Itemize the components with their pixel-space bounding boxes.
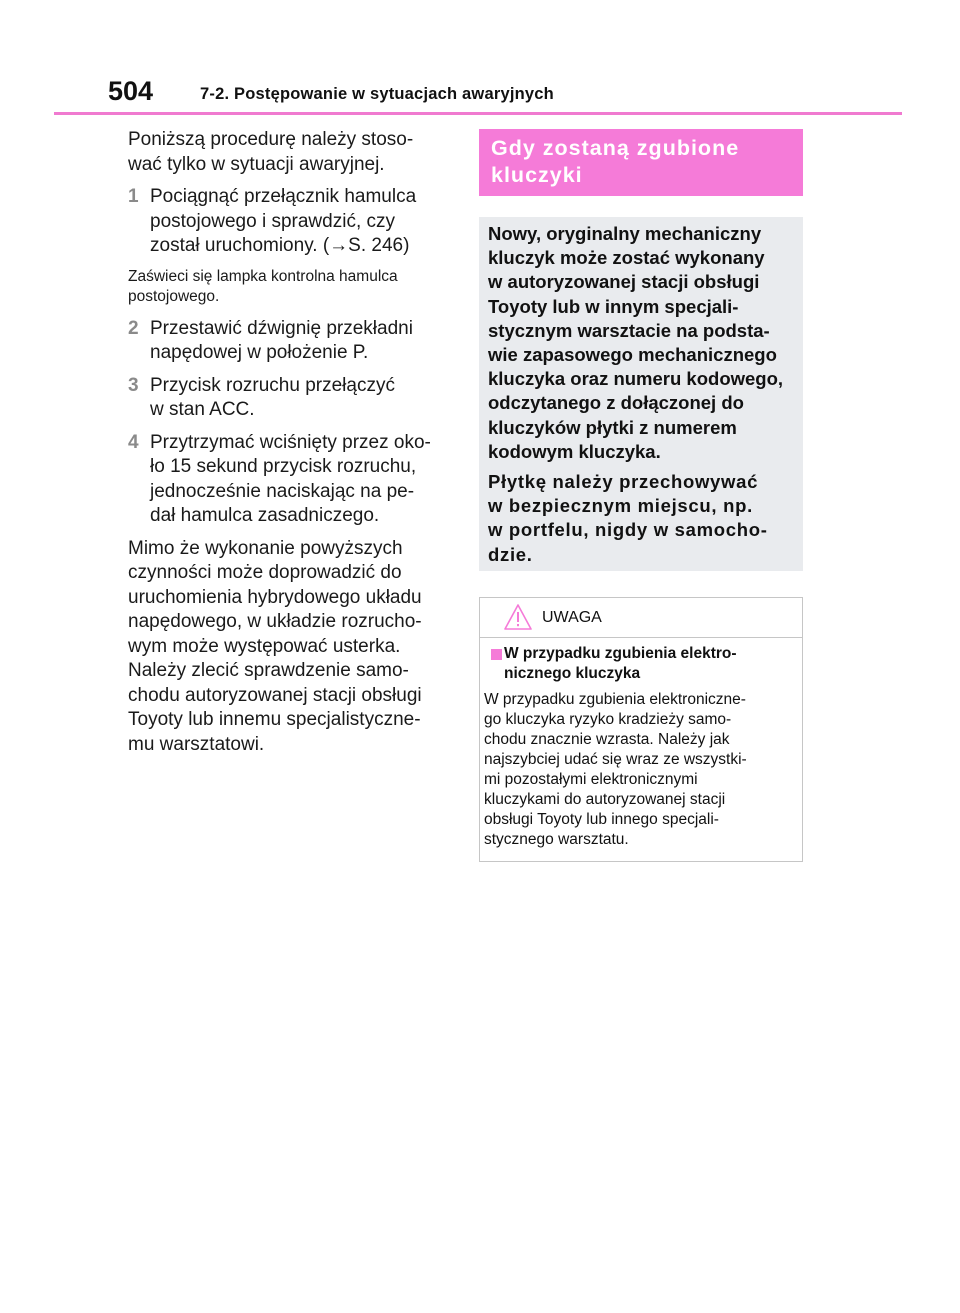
warning-header — [480, 598, 802, 638]
step-2: 2 Przestawić dźwignię przekładni napędowej w położenie P. — [128, 317, 413, 363]
step-number: 2 — [128, 317, 139, 339]
section-title: 7-2. Postępowanie w sytuacjach awaryjnych — [200, 85, 554, 103]
step-1: 1 Pociągnąć przełącznik hamulca postojowego i sprawdzić, czy został uruchomiony. (→S. 246) — [128, 186, 417, 256]
warning-label: UWAGA — [542, 609, 602, 626]
warning-box — [479, 597, 803, 862]
procedure-column — [128, 128, 450, 757]
step-3: 3 Przycisk rozruchu przełączyć w stan ACC. — [128, 374, 395, 420]
warning-body — [480, 638, 802, 850]
step-number: 3 — [128, 374, 139, 396]
intro-paragraph: Poniższą procedurę należy stoso- wać tylko w sytuacji awaryjnej. — [128, 129, 414, 175]
page-number: 504 — [108, 76, 154, 106]
step-number: 4 — [128, 431, 139, 453]
lost-keys-info-box — [479, 217, 803, 571]
step-number: 1 — [128, 186, 139, 207]
info-paragraph: Nowy, oryginalny mechaniczny kluczyk może zostać wykonany w autoryzowanej stacji obsługi Toyoty lub w innym specjali- stycznym warsztacie na podsta- wie zapasowego mechanicznego kluczyka oraz numeru kodowego, odczytanego z dołączonej do kluczyków płytki z numerem kodowym kluczyka. — [488, 223, 784, 462]
warning-text: W przypadku zgubienia elektroniczne- go kluczyka ryzyko kradzieży samo- chodu znacznie wzrasta. Należy jak najszybciej udać się wraz ze wszystki- mi pozostałymi elektronicznymi kluczykami do autoryzowanej stacji obsługi Toyoty lub innego specjali- stycznego warsztatu. — [484, 691, 747, 848]
warning-triangle-icon — [503, 603, 533, 631]
storage-paragraph: Płytkę należy przechowywać w bezpiecznym miejscu, np. w portfelu, nigdy w samocho- dzie. — [488, 471, 768, 565]
closing-paragraph: Mimo że wykonanie powyższych czynności może doprowadzić do uruchomienia hybrydowego układu napędowego, w układzie rozrucho- wym może występować usterka. Należy zlecić sprawdzenie samo- chodu autoryzowanej stacji obsługi Toyoty lub innemu specjalistyczne- mu warsztatowi. — [128, 537, 422, 755]
step-4: 4 Przytrzymać wciśnięty przez oko- ło 15 sekund przycisk rozruchu, jednocześnie naciskając na pe- dał hamulca zasadniczego. — [128, 431, 431, 526]
step-note: Zaświeci się lampka kontrolna hamulca postojowego. — [128, 267, 398, 305]
warning-subheading: W przypadku zgubienia elektro- nicznego kluczyka — [484, 644, 796, 684]
header-divider — [54, 112, 902, 115]
lost-keys-heading: Gdy zostaną zgubione kluczyki — [479, 129, 803, 196]
square-bullet-icon — [491, 649, 502, 660]
